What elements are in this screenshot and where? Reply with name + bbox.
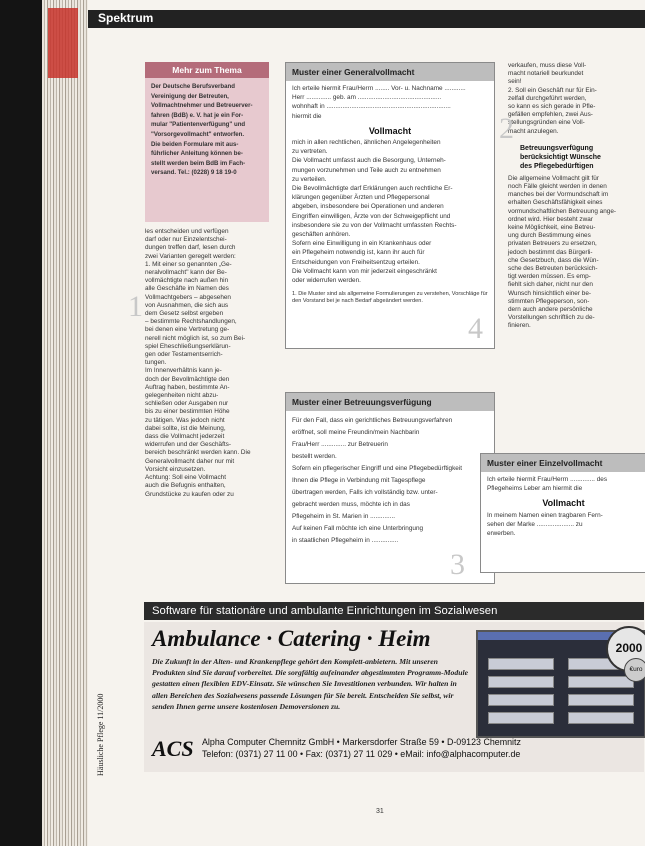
right-heading-line: Betreuungsverfügung (520, 144, 594, 152)
single-power-box (480, 453, 645, 573)
body-line: Grundstücke zu kaufen oder zu (145, 490, 234, 498)
body-line: Wunsch hinsichtlich einer be- (508, 289, 592, 297)
form-line: Die Vollmacht kann von mir jederzeit eingeschränkt (292, 267, 437, 275)
info-box-title: Mehr zum Thema (145, 62, 269, 78)
form-line: sehen der Marke ..................... zu (487, 520, 583, 528)
form-line: zu verteilen. (292, 175, 327, 183)
ad-box (144, 622, 644, 772)
body-line: ung durch Bestimmung eines (508, 232, 591, 240)
body-line: erhalten Geschäftsfähigkeit eines (508, 199, 603, 207)
right-heading-line: berücksichtigt Wünsche (520, 153, 601, 161)
header-bar (88, 10, 645, 28)
form-line: Ich erteile hiermit Frau/Herrn .............. des (487, 476, 608, 483)
contact-phone: Telefon: (0371) 27 11 00 • Fax: (0371) 27 11 029 • eMail: info@alphacomputer.de (202, 749, 521, 759)
care-directive-title: Muster einer Betreuungsverfügung (286, 393, 494, 411)
info-box-body (145, 78, 269, 182)
body-line: zelfall durchgeführt werden, (508, 94, 587, 102)
form-line: Pflegeheim in St. Marien in .............. (292, 513, 396, 520)
form-line: in staatlichen Pflegeheim in ............... (292, 537, 399, 544)
body-line: Auftrag haben, bestimmte An- (145, 383, 230, 391)
form-line: Eingriffen einwilligen, Ärzte von der Schweigepflicht und (292, 212, 451, 220)
screenshot-button (568, 676, 634, 688)
body-line: 2. Soll ein Geschäft nur für Ein- (508, 86, 597, 94)
body-line: bereich beschränkt werden kann. Die (145, 449, 251, 457)
body-line: sche des Betreuten berücksich- (508, 265, 598, 273)
body-line: widerrufen und der Geschäfts- (145, 441, 231, 449)
form-line: Die Vollmacht umfasst auch die Besorgung, Unterneh- (292, 157, 446, 165)
body-line: verkaufen, muss diese Voll- (508, 62, 587, 69)
body-line: Im Innenverhältnis kann je- (145, 367, 222, 375)
care-directive-body (286, 411, 494, 551)
body-line: auch die Befugnis enthalten, (145, 482, 226, 490)
form-line: Auf keinen Fall möchte ich eine Unterbringung (292, 525, 424, 532)
info-line: Die beiden Formulare mit aus- (151, 140, 239, 148)
form-line: Für den Fall, dass ein gerichtliches Betreuungsverfahren (292, 417, 453, 424)
form-line: Ihnen die Pflege in Verbindung mit Tagespflege (292, 477, 426, 484)
form-line: eröffnet, soll meine Freundin/mein Nachbarin (292, 429, 420, 436)
body-line: macht notariell beurkundet (508, 70, 584, 78)
body-line: alle Geschäfte im Namen des (145, 285, 229, 293)
body-line: 1. Mit einer so genannten „Ge- (145, 260, 232, 268)
body-line: gelegenheiten nicht abzu- (145, 392, 219, 400)
body-line: dungen treffen darf, lesen durch (145, 244, 236, 252)
screenshot-button (488, 694, 554, 706)
body-line: bei denen eine Vertretung ge- (145, 326, 230, 334)
form-line: Pflegeheims Leber am hiermit die (487, 485, 583, 493)
body-line: bis zu einer bestimmten Höhe (145, 408, 230, 416)
form-line: mungen vorzunehmen und Teile auch zu entnehmen (292, 166, 441, 174)
info-line: Der Deutsche Berufsverband (151, 83, 235, 90)
marker-4: 4 (468, 312, 483, 345)
info-line: Vollmachtnehmer und Betreuerver- (151, 102, 253, 110)
body-line: stimmten Pflegeperson, son- (508, 297, 590, 305)
body-line: ordnet wird. Hier besteht zwar (508, 215, 593, 223)
info-box (145, 62, 269, 222)
company-logo: ACS (152, 736, 194, 761)
body-line: von Ausnahmen, die sich aus (145, 301, 229, 309)
general-power-box (285, 62, 495, 349)
form-line: klärungen gegenüber Ärzten und Pflegepersonal (292, 194, 430, 202)
page-number: 31 (376, 808, 384, 815)
single-power-body (481, 472, 645, 543)
form-line: Sofern ein pflegerischer Eingriff und eine Pflegebedürftigkeit (292, 465, 463, 472)
form-line: wohnhaft in ...................................................................... (292, 103, 451, 111)
body-line: darf oder nur Einzelentschei- (145, 236, 227, 244)
body-line: zwei Varianten geregelt werden: (145, 252, 236, 260)
body-line: manches bei der Vormundschaft im (508, 191, 609, 199)
info-line: stellt werden beim BdB im Fach- (151, 159, 246, 167)
body-line: finieren. (508, 322, 531, 330)
body-line: tungen. (145, 359, 167, 367)
form-line: gebracht werden muss, möchte ich in das (292, 501, 410, 508)
ad-banner: Software für stationäre und ambulante Einrichtungen im Sozialwesen (144, 602, 644, 620)
info-line: mular "Patientenverfügung" und (151, 121, 246, 129)
body-line: Vorstellungen schriftlich zu de- (508, 314, 595, 322)
form-line: Herr .............. geb. am ............................................... (292, 94, 442, 102)
info-line: Vereinigung der Betreuten, (151, 92, 229, 100)
form-line: übertragen werden, Falls ich vollständig bzw. unter- (292, 489, 438, 496)
magazine-page (88, 0, 645, 846)
body-line: dass die Vollmacht jederzeit (145, 433, 225, 441)
body-line: nerell nicht möglich ist, so zum Bei- (145, 334, 246, 342)
info-line: führlicher Anleitung können be- (151, 150, 243, 158)
form-line: geschäften anhören. (292, 231, 351, 239)
form-line: insbesondere sie zu von der Vollmacht umfassten Rechts- (292, 221, 457, 229)
body-line: so kann es sich gerade in Pfle- (508, 103, 596, 111)
body-line: vormundschaftlichen Betreuung ange- (508, 207, 616, 215)
body-line: sein! (508, 78, 522, 86)
left-column-text (145, 228, 271, 499)
marker-1: 1 (128, 290, 143, 323)
body-line: dabei sollte, ist die Meinung, (145, 424, 226, 432)
body-line: dern auch andere persönliche (508, 306, 593, 314)
single-power-title: Muster einer Einzelvollmacht (481, 454, 645, 472)
screenshot-button (568, 712, 634, 724)
form-line: erwerben. (487, 530, 516, 538)
form-line: In meinem Namen einen tragbaren Fern- (487, 511, 603, 519)
body-line: jedoch bestimmt das Bürgerli- (508, 248, 593, 256)
body-line: fiehlt sich daher, nicht nur den (508, 281, 593, 289)
right-heading (508, 144, 645, 171)
body-line: Achtung: Soll eine Vollmacht (145, 474, 226, 482)
contact-address: Alpha Computer Chemnitz GmbH • Markersdorfer Straße 59 • D-09123 Chemnitz (202, 737, 521, 747)
body-line: keine Möglichkeit, eine Betreu- (508, 224, 596, 232)
body-line: Die allgemeine Vollmacht gilt für (508, 174, 599, 182)
general-power-body (286, 81, 494, 310)
screenshot-button (488, 712, 554, 724)
body-line: doch der Bevollmächtigte den (145, 375, 230, 383)
form-line: abgeben, insbesondere bei Operationen und anderen (292, 203, 444, 211)
body-line: che Gesetzbuch, dass die Wün- (508, 256, 599, 264)
info-line: "Vorsorgevollmacht" entworfen. (151, 130, 245, 138)
section-label: Spektrum (98, 11, 154, 25)
form-line: zu vertreten. (292, 148, 328, 156)
side-publication-text: Häusliche Pflege 11/2000 (96, 693, 105, 776)
general-power-title: Muster einer Generalvollmacht (286, 63, 494, 81)
general-power-footnote: 1. Die Muster sind als allgemeine Formulierungen zu verstehen, Vorschläge für den Vorstand bei je nach Bedarf abgeändert werden. (292, 291, 488, 305)
general-power-heading: Vollmacht (368, 125, 412, 136)
body-line: gefällen empfehlen, zwei Aus- (508, 111, 593, 119)
form-line: Die Bevollmächtigte darf Erklärungen auch rechtliche Er- (292, 185, 453, 193)
screenshot-button (568, 694, 634, 706)
form-line: oder widerrufen werden. (292, 277, 361, 285)
page-edges (42, 0, 90, 846)
year-2000-badge: 2000 (606, 626, 645, 672)
body-line: stellungsgründen eine Voll- (508, 119, 585, 127)
form-line: Sofern eine Einwilligung in ein Krankenhaus oder (292, 240, 432, 248)
ad-contact (202, 736, 521, 760)
body-line: schließen oder Ausgaben nur (145, 400, 229, 408)
body-line: les entscheiden und verfügen (145, 228, 229, 235)
body-line: dem Gesetz selbst ergeben (145, 310, 224, 318)
form-line: Entscheidungen von Freiheitsentzug erteilen. (292, 258, 420, 266)
info-line: versand. Tel.: (0228) 9 18 19-0 (151, 169, 237, 177)
body-line: – bestimmte Rechtshandlungen, (145, 318, 237, 326)
right-column-text (508, 62, 645, 331)
body-line: noch Fälle gleicht werden in denen (508, 183, 607, 191)
right-heading-line: des Pflegebedürftigen (520, 162, 594, 170)
screenshot-button (488, 676, 554, 688)
form-line: bestellt werden. (292, 453, 337, 460)
form-line: hiermit die (292, 112, 322, 120)
body-line: privaten Betreuers zu ersetzen, (508, 240, 597, 248)
marker-3: 3 (450, 548, 465, 581)
body-line: tigt werden müssen. Es emp- (508, 273, 591, 281)
body-line: vollmächtigte nach außen hin (145, 277, 229, 285)
form-line: Ich erteile hiermit Frau/Herrn ........ Vor- u. Nachname ............ (292, 85, 466, 92)
body-line: neralvollmacht" kann der Be- (145, 269, 227, 277)
body-line: macht anzulegen. (508, 127, 559, 135)
ad-title: Ambulance · Catering · Heim (152, 626, 431, 651)
form-line: mich in allen rechtlichen, ähnlichen Angelegenheiten (292, 139, 441, 147)
screenshot-button (488, 658, 554, 670)
body-line: gen oder Testamentserrich- (145, 351, 223, 359)
form-line: Frau/Herr .............. zur Betreuerin (292, 441, 388, 448)
body-line: zu tätigen. Was jedoch nicht (145, 416, 225, 424)
marker-2: 2 (499, 112, 514, 145)
euro-badge: €uro (624, 658, 645, 682)
info-line: fahren (BdB) e. V. hat je ein For- (151, 111, 244, 119)
form-line: ein Pflegeheim notwendig ist, kann ihr auch für (292, 249, 425, 257)
body-line: Generalvollmacht daher nur mit (145, 457, 235, 465)
page-tab-marker (48, 8, 78, 78)
body-line: Vollmachtgebers – abgesehen (145, 293, 231, 301)
body-line: spiel Eheschließungserklärun- (145, 342, 231, 350)
single-power-heading: Vollmacht (542, 498, 585, 509)
body-line: Vorsicht einzusetzen. (145, 465, 206, 473)
ad-text: Die Zukunft in der Alten- und Krankenpflege gehört den Komplett-anbietern. Mit unseren Produkten sind Sie darauf vorbereitet. Die sorgfältig aufeinander abgestimmten Programm-Module gestatten einen flexiblen EDV-Einsatz. Sie wünschen Sie Investitionen verbunden. Wir halten in allen Bereichen des Sozialwesens passende Lösungen für Sie bereit. Entscheiden Sie selbst, wir senden Ihnen gerne unsere kostenlosen Demoversionen zu. (152, 657, 469, 711)
